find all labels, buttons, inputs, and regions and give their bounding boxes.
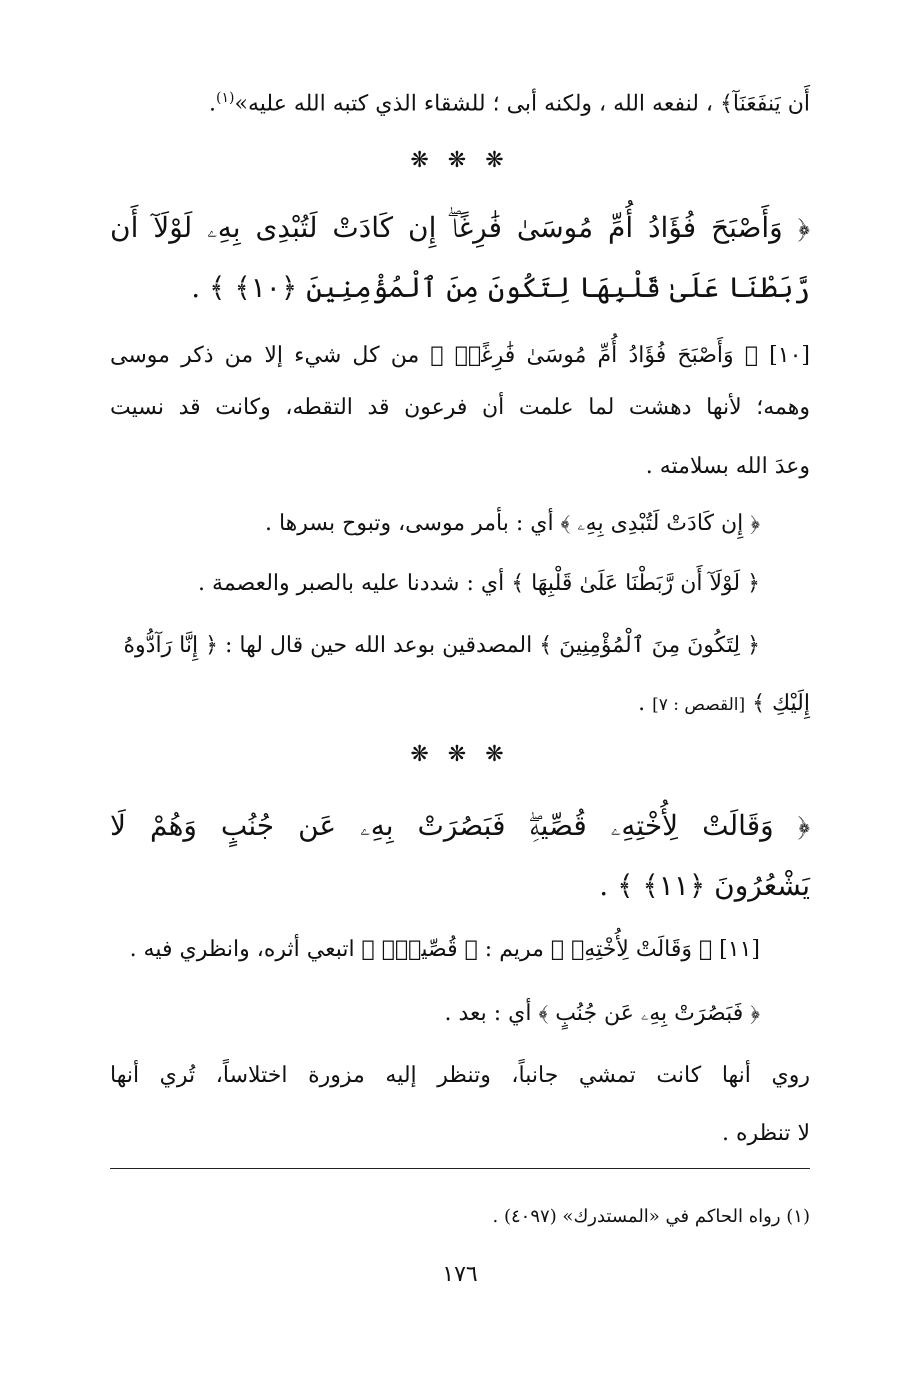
section-separator: ❋ ❋ ❋ bbox=[410, 742, 510, 767]
commentary-line: ﴿ لَوْلَآ أَن رَّبَطْنَا عَلَىٰ قَلْبِهَا ﴾ أي : شددنا عليه بالصبر والعصمة . bbox=[198, 571, 760, 596]
footnote: (١) رواه الحاكم في «المستدرك» (٤٠٩٧) . bbox=[492, 1206, 810, 1227]
commentary-line: وهمه؛ لأنها دهشت لما علمت أن فرعون قد التقطه، وكانت قد نسيت bbox=[110, 395, 810, 420]
text-span: أَن يَنفَعَنَآ﴾ ، لنفعه الله ، ولكنه أبى ؛ للشقاء الذي كتبه الله عليه» bbox=[234, 91, 810, 117]
text-span: . bbox=[638, 691, 646, 716]
text-span: إِلَيْكِ ﴾ bbox=[752, 691, 810, 716]
commentary-line: وعدَ الله بسلامته . bbox=[645, 454, 810, 479]
commentary-line: ﴿ إِن كَادَتْ لَتُبْدِى بِهِۦ ﴾ أي : بأمر موسى، وتبوح بسرها . bbox=[264, 511, 760, 536]
verse-line: ﴿ وَأَصْبَحَ فُؤَادُ أُمِّ مُوسَىٰ فَٰرِغًاۖ إِن كَادَتْ لَتُبْدِى بِهِۦ لَوْلَآ أَن bbox=[110, 211, 810, 244]
text-span: . bbox=[209, 91, 217, 117]
commentary-line bbox=[110, 684, 810, 725]
section-separator: ❋ ❋ ❋ bbox=[410, 148, 510, 173]
page-number: ١٧٦ bbox=[442, 1262, 478, 1287]
commentary-line: لا تنظره . bbox=[722, 1121, 810, 1146]
paragraph-line bbox=[110, 78, 810, 124]
verse-line: رَّبَطْنَا عَلَىٰ قَلْبِهَا لِتَكُونَ مِنَ ٱلْمُؤْمِنِينَ ﴿١٠﴾ ﴾ . bbox=[191, 271, 810, 304]
footnote-divider bbox=[110, 1168, 810, 1169]
verse-line: ﴿ وَقَالَتْ لِأُخْتِهِۦ قُصِّيهِۖ فَبَصُرَتْ بِهِۦ عَن جُنُبٍ وَهُمْ لَا bbox=[110, 809, 810, 842]
footnote-reference[interactable]: (١) bbox=[216, 90, 235, 106]
commentary-line: ﴿ لِتَكُونَ مِنَ ٱلْمُؤْمِنِينَ ﴾ المصدقين بوعد الله حين قال لها : ﴿ إِنَّا رَآدُّوهُ bbox=[123, 633, 760, 658]
commentary-line: [١٠] ﴿ وَأَصْبَحَ فُؤَادُ أُمِّ مُوسَىٰ فَٰرِغًاۖ ﴾ من كل شيء إلا من ذكر موسى bbox=[110, 343, 810, 368]
quran-reference: [القصص : ٧] bbox=[652, 695, 746, 715]
commentary-line: ﴿ فَبَصُرَتْ بِهِۦ عَن جُنُبٍ ﴾ أي : بعد . bbox=[444, 1001, 760, 1026]
commentary-line: [١١] ﴿ وَقَالَتْ لِأُخْتِهِۦ ﴾ مريم : ﴿ قُصِّيهِۖ ﴾ اتبعي أثره، وانظري فيه . bbox=[129, 937, 760, 962]
commentary-line: روي أنها كانت تمشي جانباً، وتنظر إليه مزورة اختلاساً، تُري أنها bbox=[110, 1063, 810, 1088]
verse-line: يَشْعُرُونَ ﴿١١﴾ ﴾ . bbox=[599, 869, 810, 902]
